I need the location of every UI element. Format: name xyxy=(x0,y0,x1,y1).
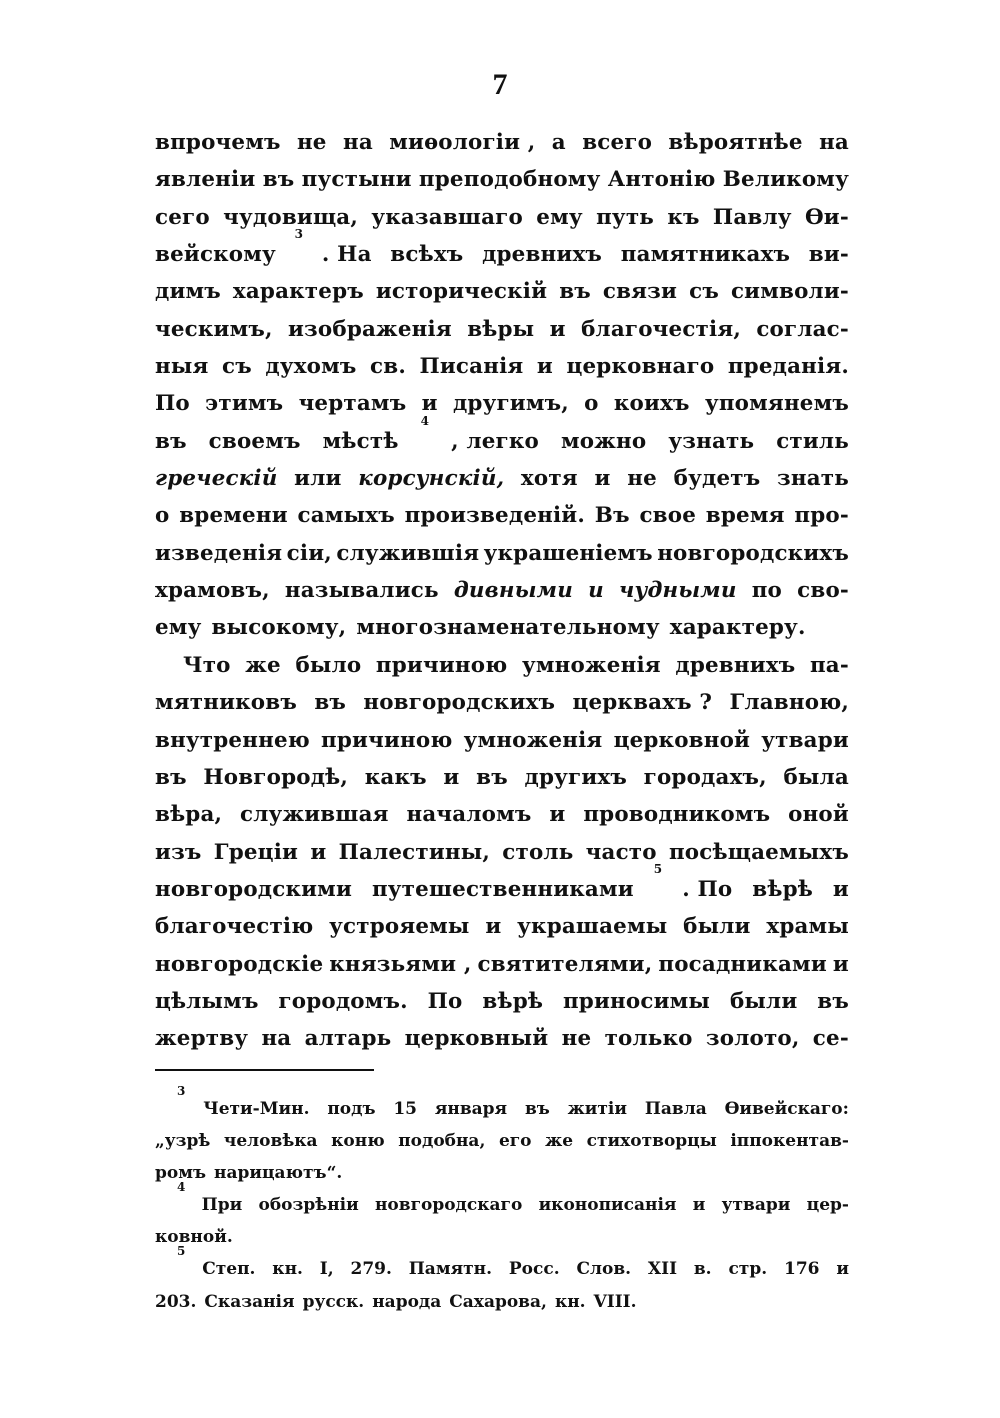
word: многознаменательному xyxy=(356,615,660,641)
word: Слов. xyxy=(576,1259,632,1280)
text-line xyxy=(155,161,849,198)
word: мятниковъ xyxy=(155,690,297,716)
word: ковной. xyxy=(155,1227,233,1248)
word: ему xyxy=(536,204,583,230)
text-line xyxy=(155,413,849,460)
word: и xyxy=(536,354,553,380)
word: стихотворцы xyxy=(586,1131,717,1152)
word: путь xyxy=(596,204,654,230)
word: или xyxy=(294,466,342,492)
word: вѣрѣ xyxy=(752,876,813,902)
text-line xyxy=(155,1020,849,1057)
word: I, xyxy=(319,1259,334,1280)
word: русск. xyxy=(302,1291,365,1312)
word: алтарь xyxy=(304,1026,392,1052)
word: какъ xyxy=(364,764,427,790)
word: Греціи xyxy=(213,839,299,865)
word: на xyxy=(819,130,849,155)
word: мѣстѣ xyxy=(322,428,399,454)
text-line xyxy=(155,684,849,721)
word: При xyxy=(201,1195,243,1216)
word: ныя xyxy=(155,354,209,380)
word: По xyxy=(155,391,190,417)
word: іппокентав- xyxy=(730,1131,849,1152)
word: чудовища, xyxy=(223,204,358,230)
word: церквахъ ? xyxy=(572,690,713,716)
word: и xyxy=(443,764,460,790)
word: его xyxy=(498,1131,532,1152)
text-line xyxy=(155,908,849,945)
word: Ѳи- xyxy=(804,204,849,230)
word: историческій xyxy=(375,279,548,305)
word: Главною, xyxy=(729,690,849,716)
word: узнать xyxy=(668,428,755,454)
text-line xyxy=(155,861,849,908)
word: посѣщаемыхъ xyxy=(668,839,849,865)
word: вѣра, xyxy=(155,802,223,828)
word: оной xyxy=(788,802,849,828)
word: упомянемъ xyxy=(704,391,849,417)
footnote-marker: 4 xyxy=(420,413,430,428)
word: въ xyxy=(524,1099,550,1119)
footnote-line xyxy=(155,1221,849,1253)
word: обозрѣніи xyxy=(258,1195,359,1216)
word: умноженія xyxy=(521,652,661,678)
footnote-line xyxy=(155,1180,849,1221)
word: новгородскихъ xyxy=(657,540,849,566)
word: связи xyxy=(602,279,678,305)
footnote-separator xyxy=(155,1069,374,1071)
text-line xyxy=(155,124,849,161)
word: съ xyxy=(689,279,719,305)
word: сего xyxy=(155,204,210,230)
word: и xyxy=(692,1195,706,1216)
text-line xyxy=(155,647,849,684)
text-line xyxy=(155,348,849,385)
footnote-marker: 3 xyxy=(177,1084,186,1098)
text-line xyxy=(155,759,849,796)
word: ви- xyxy=(808,242,849,268)
text-line xyxy=(155,385,849,422)
word: Антонію xyxy=(607,167,716,193)
word: 203. xyxy=(155,1291,197,1312)
word: свое xyxy=(639,503,697,529)
word: съ xyxy=(222,354,252,380)
word: и xyxy=(594,466,611,492)
word: изображенія xyxy=(287,316,452,342)
word: столь xyxy=(502,839,574,865)
word: миѳологіи , xyxy=(389,130,536,155)
word: впрочемъ xyxy=(155,130,281,155)
word: преданія. xyxy=(727,354,849,380)
word: этимъ xyxy=(205,391,284,417)
word: . На xyxy=(321,242,372,268)
text-line xyxy=(155,497,849,534)
word: Росс. xyxy=(508,1259,560,1280)
word: въ xyxy=(314,690,346,716)
word: Сказанія xyxy=(204,1291,295,1312)
word: утвари xyxy=(761,727,849,753)
word: стр. xyxy=(728,1259,768,1280)
word: древнихъ xyxy=(675,652,796,678)
word: января xyxy=(434,1099,508,1119)
word: св. xyxy=(370,354,406,380)
footnotes xyxy=(155,1084,849,1318)
word: 279. xyxy=(350,1259,392,1280)
word: и xyxy=(588,578,604,604)
word: была xyxy=(783,764,849,790)
word: благочестія, xyxy=(581,316,741,342)
word: самыхъ xyxy=(297,503,395,529)
word: церковный xyxy=(404,1026,549,1052)
word: па- xyxy=(809,652,849,678)
word: димъ xyxy=(155,279,221,305)
word: Павлу xyxy=(712,204,792,230)
word: было xyxy=(295,652,362,678)
word: кн. xyxy=(272,1259,303,1280)
word: новгородскихъ xyxy=(363,690,556,716)
word: явленіи xyxy=(155,167,256,193)
word: на xyxy=(261,1026,292,1052)
word: по xyxy=(751,578,783,604)
word: были xyxy=(729,988,798,1014)
word: се- xyxy=(812,1026,849,1052)
word: житіи xyxy=(567,1099,628,1119)
word: коню xyxy=(331,1131,385,1152)
text-line xyxy=(155,609,849,646)
footnote-line xyxy=(155,1286,849,1318)
word: князьями , xyxy=(329,951,472,977)
footnote-line xyxy=(155,1244,849,1285)
word: храмы xyxy=(766,914,849,940)
footnote-line xyxy=(155,1157,849,1189)
word: вѣры xyxy=(467,316,535,342)
word: другимъ, xyxy=(452,391,569,417)
word: иконописанія xyxy=(538,1195,677,1216)
word: сіи, xyxy=(286,540,332,566)
word: коихъ xyxy=(613,391,690,417)
word: стиль xyxy=(776,428,849,454)
text-line xyxy=(155,311,849,348)
word: причиною xyxy=(321,727,453,753)
word: времени xyxy=(179,503,288,529)
word: 15 xyxy=(393,1099,417,1119)
word: изъ xyxy=(155,839,202,865)
word: а xyxy=(551,130,566,155)
word: и xyxy=(832,876,849,902)
word: въ xyxy=(155,428,187,454)
word: нарицаютъ“. xyxy=(214,1163,343,1184)
word: VIII. xyxy=(593,1291,637,1312)
word: ему xyxy=(155,615,202,641)
word: изведенія xyxy=(155,540,283,566)
text-line xyxy=(155,273,849,310)
word: путешественниками xyxy=(371,876,634,902)
word: древнихъ xyxy=(482,242,603,268)
word: XII xyxy=(647,1259,678,1280)
word: . По xyxy=(682,876,733,902)
text-line xyxy=(155,460,849,497)
word: чудными xyxy=(618,578,737,604)
word: въ xyxy=(476,764,508,790)
word: новгородскіе xyxy=(155,951,324,977)
word: же xyxy=(545,1131,574,1152)
word: служившая xyxy=(240,802,389,828)
word: символи- xyxy=(730,279,849,305)
word: другихъ xyxy=(524,764,627,790)
word: можно xyxy=(560,428,647,454)
word: По xyxy=(427,988,463,1014)
word: духомъ xyxy=(265,354,357,380)
word: вѣроятнѣе xyxy=(668,130,803,155)
word: назывались xyxy=(284,578,439,604)
word: и xyxy=(836,1259,849,1280)
footnote-marker: 5 xyxy=(653,861,663,876)
word: въ xyxy=(155,764,187,790)
text-line xyxy=(155,983,849,1020)
word: новгородскаго xyxy=(374,1195,523,1216)
word: вѣрѣ xyxy=(482,988,544,1014)
word: сво- xyxy=(797,578,849,604)
word: новгородскими xyxy=(155,876,353,902)
word: приносимы xyxy=(562,988,711,1014)
word: Писанія xyxy=(419,354,524,380)
word: городомъ. xyxy=(278,988,408,1014)
word: Новгородѣ, xyxy=(203,764,349,790)
word: храмовъ, xyxy=(155,578,270,604)
word: часто xyxy=(585,839,657,865)
word: служившія xyxy=(336,540,480,566)
word: указавшаго xyxy=(371,204,523,230)
word: не xyxy=(627,466,657,492)
word: золото, xyxy=(705,1026,800,1052)
word: жертву xyxy=(155,1026,249,1052)
text-line xyxy=(155,227,849,273)
word: „узрѣ xyxy=(155,1131,211,1152)
word: благочестію xyxy=(155,914,314,940)
text-line xyxy=(155,796,849,833)
word: про- xyxy=(794,503,849,529)
text-line xyxy=(155,946,849,983)
word: вейскому xyxy=(155,242,276,268)
word: знать xyxy=(777,466,849,492)
word: в. xyxy=(693,1259,712,1280)
word: и xyxy=(549,802,566,828)
word: произведеній. xyxy=(404,503,586,529)
word: не xyxy=(296,130,327,155)
text-line xyxy=(155,834,849,871)
word: Памятн. xyxy=(408,1259,493,1280)
word: кн. xyxy=(554,1291,586,1312)
word: и xyxy=(832,951,849,977)
word: Великому xyxy=(722,167,849,193)
word: въ xyxy=(817,988,849,1014)
word: время xyxy=(705,503,785,529)
word: о xyxy=(155,503,170,529)
word: человѣка xyxy=(223,1131,318,1152)
word: и xyxy=(485,914,502,940)
word: на xyxy=(342,130,373,155)
word: къ xyxy=(667,204,700,230)
word: ромъ xyxy=(155,1163,207,1184)
word: умноженія xyxy=(463,727,603,753)
word: дивными xyxy=(453,578,573,604)
word: Чети-Мин. xyxy=(203,1099,310,1119)
word: Что xyxy=(183,652,231,678)
word: украшаемы xyxy=(517,914,668,940)
word: и xyxy=(421,391,438,417)
word: ческимъ, xyxy=(155,316,273,342)
word: и xyxy=(310,839,327,865)
word: подобна, xyxy=(398,1131,486,1152)
text-line xyxy=(155,535,849,572)
word: Ѳивейскаго: xyxy=(724,1099,849,1119)
word: причиною xyxy=(375,652,508,678)
word: высокому, xyxy=(211,615,347,641)
word: святителями, xyxy=(477,951,653,977)
word: церковнаго xyxy=(566,354,715,380)
word: народа xyxy=(372,1291,442,1312)
word: въ xyxy=(262,167,295,193)
word: пустыни xyxy=(301,167,412,193)
footnote-line xyxy=(155,1084,849,1125)
word: хотя xyxy=(520,466,578,492)
word: не xyxy=(561,1026,592,1052)
word: устрояемы xyxy=(329,914,470,940)
word: проводникомъ xyxy=(583,802,771,828)
word: соглас- xyxy=(756,316,849,342)
word: были xyxy=(683,914,751,940)
word: цер- xyxy=(806,1195,849,1216)
word: внутреннею xyxy=(155,727,310,753)
footnote-marker: 3 xyxy=(294,227,304,242)
word: Палестины, xyxy=(338,839,491,865)
word: церковной xyxy=(613,727,751,753)
word: 176 xyxy=(784,1259,820,1280)
word: украшеніемъ xyxy=(483,540,653,566)
word: же xyxy=(245,652,281,678)
word: цѣлымъ xyxy=(155,988,259,1014)
word: только xyxy=(604,1026,693,1052)
word: всѣхъ xyxy=(390,242,464,268)
word: будетъ xyxy=(673,466,761,492)
word: памятникахъ xyxy=(620,242,791,268)
word: всего xyxy=(582,130,653,155)
word: чертамъ xyxy=(298,391,407,417)
word: утвари xyxy=(721,1195,791,1216)
word: подъ xyxy=(327,1099,376,1119)
main-text xyxy=(155,124,849,1058)
text-line xyxy=(155,722,849,759)
word: , легко xyxy=(451,428,539,454)
page-number: 7 xyxy=(492,68,508,101)
word: Степ. xyxy=(202,1259,256,1280)
word: преподобному xyxy=(418,167,601,193)
word: посадниками xyxy=(658,951,827,977)
word: Павла xyxy=(644,1099,707,1119)
word: Сахарова, xyxy=(449,1291,547,1312)
word: корсунскій, xyxy=(358,466,505,492)
footnote-line xyxy=(155,1125,849,1157)
word: городахъ, xyxy=(643,764,767,790)
footnote-marker: 4 xyxy=(177,1180,186,1195)
word: характеру. xyxy=(669,615,806,641)
word: о xyxy=(584,391,599,417)
word: характеръ xyxy=(232,279,364,305)
word: греческій xyxy=(155,466,278,492)
word: въ xyxy=(559,279,591,305)
text-line xyxy=(155,199,849,236)
word: началомъ xyxy=(406,802,532,828)
word: и xyxy=(549,316,566,342)
footnote-marker: 5 xyxy=(177,1244,186,1259)
text-line xyxy=(155,572,849,609)
word: своемъ xyxy=(208,428,301,454)
word: Въ xyxy=(594,503,630,529)
